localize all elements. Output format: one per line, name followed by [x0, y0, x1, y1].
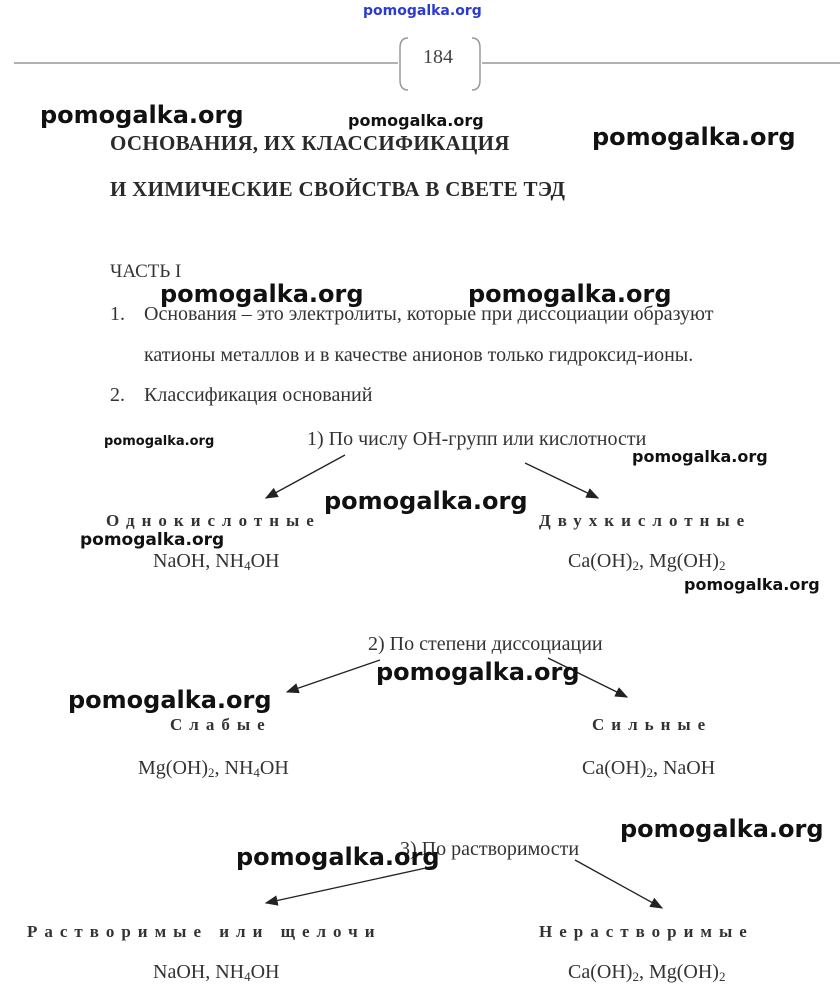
watermark-text: pomogalka.org	[620, 815, 824, 843]
classification-1-heading: 1) По числу ОН-групп или кислотности	[307, 428, 647, 450]
item-1-line-1: Основания – это электролиты, которые при диссоциации образуют	[144, 303, 714, 325]
watermark-text: pomogalka.org	[684, 575, 820, 594]
watermark-text: pomogalka.org	[376, 658, 580, 686]
arrow-1-right	[525, 463, 598, 498]
classification-1-left-formula: NaOH, $NH_4OH$	[153, 550, 280, 573]
item-2-line-1: Классификация оснований	[144, 384, 373, 406]
classification-3-left-label: Растворимые или щелочи	[27, 922, 382, 941]
classification-3-right-formula: $Ca(OH)_2$, $Mg(OH)_2$	[568, 961, 726, 984]
header-site-watermark: pomogalka.org	[363, 3, 482, 19]
watermark-text: pomogalka.org	[40, 101, 244, 129]
part-label: ЧАСТЬ I	[110, 261, 182, 282]
classification-2-right-formula: $Ca(OH)_2$, NaOH	[582, 757, 716, 780]
classification-2-left-formula: $Mg(OH)_2$, $NH_4OH$	[138, 757, 289, 780]
watermark-text: pomogalka.org	[468, 280, 672, 308]
item-1-line-2: катионы металлов и в качестве анионов только гидроксид-ионы.	[144, 344, 694, 366]
classification-3-left-formula: NaOH, $NH_4OH$	[153, 961, 280, 984]
page-number: 184	[423, 46, 453, 68]
watermark-text: pomogalka.org	[348, 111, 484, 130]
classification-1-left-label: Однокислотные	[106, 511, 321, 530]
item-2-number: 2.	[110, 384, 125, 406]
classification-1-right-formula: $Ca(OH)_2$, $Mg(OH)_2$	[568, 550, 726, 573]
watermark-text: pomogalka.org	[592, 123, 796, 151]
item-1-number: 1.	[110, 303, 125, 325]
watermark-text: pomogalka.org	[324, 487, 528, 515]
classification-3-heading: 3) По растворимости	[400, 838, 580, 860]
watermark-text: pomogalka.org	[68, 686, 272, 714]
arrow-2-left	[287, 660, 380, 692]
classification-3-right-label: Нерастворимые	[539, 922, 754, 941]
watermark-text: pomogalka.org	[80, 530, 225, 550]
classification-2-heading: 2) По степени диссоциации	[368, 633, 603, 655]
classification-1-right-label: Двухкислотные	[539, 511, 752, 530]
arrow-3-right	[575, 860, 662, 908]
classification-2-left-label: Слабые	[170, 715, 272, 734]
title-line-2: И ХИМИЧЕСКИЕ СВОЙСТВА В СВЕТЕ ТЭД	[110, 177, 566, 201]
arrow-3-left	[266, 866, 435, 903]
title-line-1: ОСНОВАНИЯ, ИХ КЛАССИФИКАЦИЯ	[110, 131, 510, 155]
watermark-text: pomogalka.org	[160, 280, 364, 308]
watermark-text: pomogalka.org	[632, 447, 768, 466]
watermark-text: pomogalka.org	[104, 434, 215, 449]
classification-2-right-label: Сильные	[592, 715, 713, 734]
watermark-text: pomogalka.org	[236, 843, 440, 871]
